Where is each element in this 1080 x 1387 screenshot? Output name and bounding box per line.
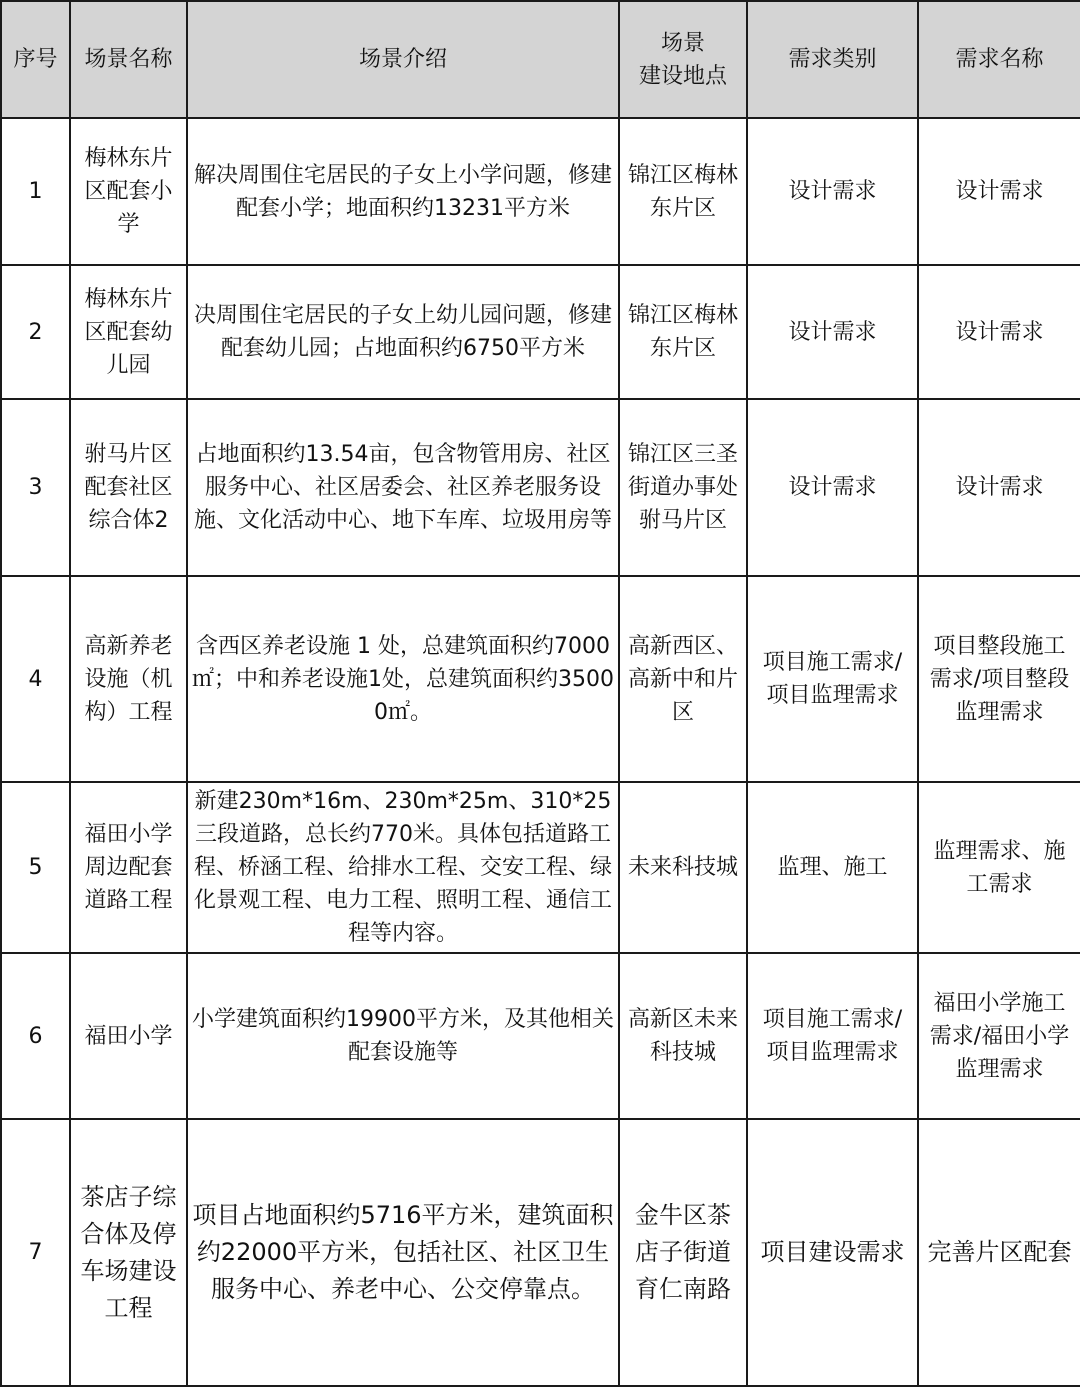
cell-name: 福田小学周边配套道路工程 xyxy=(70,782,187,953)
cell-demand: 监理需求、施工需求 xyxy=(918,782,1080,953)
header-category: 需求类别 xyxy=(747,1,918,118)
cell-demand: 设计需求 xyxy=(918,399,1080,576)
table-row xyxy=(1,782,1080,953)
cell-demand: 设计需求 xyxy=(918,118,1080,265)
cell-no: 7 xyxy=(1,1119,70,1386)
cell-name: 茶店子综合体及停车场建设工程 xyxy=(70,1119,187,1386)
cell-no: 2 xyxy=(1,265,70,399)
cell-demand: 福田小学施工需求/福田小学监理需求 xyxy=(918,953,1080,1119)
cell-location: 锦江区三圣街道办事处驸马片区 xyxy=(619,399,747,576)
header-location-line-1: 场景 xyxy=(660,30,705,56)
cell-no: 6 xyxy=(1,953,70,1119)
header-intro: 场景介绍 xyxy=(187,1,619,118)
header-name: 场景名称 xyxy=(70,1,187,118)
table-row xyxy=(1,1119,1080,1386)
cell-category: 设计需求 xyxy=(747,265,918,399)
cell-category: 项目施工需求/项目监理需求 xyxy=(747,953,918,1119)
cell-intro: 含西区养老设施 1 处，总建筑面积约7000㎡；中和养老设施1处，总建筑面积约35000㎡。 xyxy=(187,576,619,782)
cell-intro: 项目占地面积约5716平方米，建筑面积约22000平方米，包括社区、社区卫生服务中心、养老中心、公交停靠点。 xyxy=(187,1119,619,1386)
header-location xyxy=(619,1,747,118)
cell-no: 1 xyxy=(1,118,70,265)
cell-no: 4 xyxy=(1,576,70,782)
cell-demand: 完善片区配套 xyxy=(918,1119,1080,1386)
cell-intro: 新建230m*16m、230m*25m、310*25三段道路，总长约770米。具体包括道路工程、桥涵工程、给排水工程、交安工程、绿化景观工程、电力工程、照明工程、通信工程等内容。 xyxy=(187,782,619,953)
cell-name: 驸马片区配套社区综合体2 xyxy=(70,399,187,576)
header-location-line-2: 建设地点 xyxy=(638,63,727,89)
cell-intro: 解决周围住宅居民的子女上小学问题，修建配套小学；地面积约13231平方米 xyxy=(187,118,619,265)
table-row xyxy=(1,576,1080,782)
cell-intro: 小学建筑面积约19900平方米，及其他相关配套设施等 xyxy=(187,953,619,1119)
cell-no: 3 xyxy=(1,399,70,576)
cell-location: 高新区未来科技城 xyxy=(619,953,747,1119)
cell-demand: 设计需求 xyxy=(918,265,1080,399)
cell-location: 未来科技城 xyxy=(619,782,747,953)
cell-category: 设计需求 xyxy=(747,118,918,265)
cell-name: 梅林东片区配套幼儿园 xyxy=(70,265,187,399)
cell-name: 福田小学 xyxy=(70,953,187,1119)
cell-intro: 决周围住宅居民的子女上幼儿园问题，修建配套幼儿园；占地面积约6750平方米 xyxy=(187,265,619,399)
table-row xyxy=(1,118,1080,265)
cell-category: 项目建设需求 xyxy=(747,1119,918,1386)
cell-location: 高新西区、高新中和片区 xyxy=(619,576,747,782)
cell-no: 5 xyxy=(1,782,70,953)
cell-intro: 占地面积约13.54亩，包含物管用房、社区服务中心、社区居委会、社区养老服务设施、文化活动中心、地下车库、垃圾用房等 xyxy=(187,399,619,576)
table-header-row xyxy=(1,1,1080,118)
cell-location: 锦江区梅林东片区 xyxy=(619,265,747,399)
cell-location: 锦江区梅林东片区 xyxy=(619,118,747,265)
cell-category: 项目施工需求/项目监理需求 xyxy=(747,576,918,782)
cell-name: 高新养老设施（机构）工程 xyxy=(70,576,187,782)
header-no: 序号 xyxy=(1,1,70,118)
cell-category: 监理、施工 xyxy=(747,782,918,953)
cell-category: 设计需求 xyxy=(747,399,918,576)
table-row xyxy=(1,953,1080,1119)
header-demand: 需求名称 xyxy=(918,1,1080,118)
cell-demand: 项目整段施工需求/项目整段监理需求 xyxy=(918,576,1080,782)
table-row xyxy=(1,265,1080,399)
table-row xyxy=(1,399,1080,576)
cell-name: 梅林东片区配套小学 xyxy=(70,118,187,265)
cell-location: 金牛区茶店子街道育仁南路 xyxy=(619,1119,747,1386)
